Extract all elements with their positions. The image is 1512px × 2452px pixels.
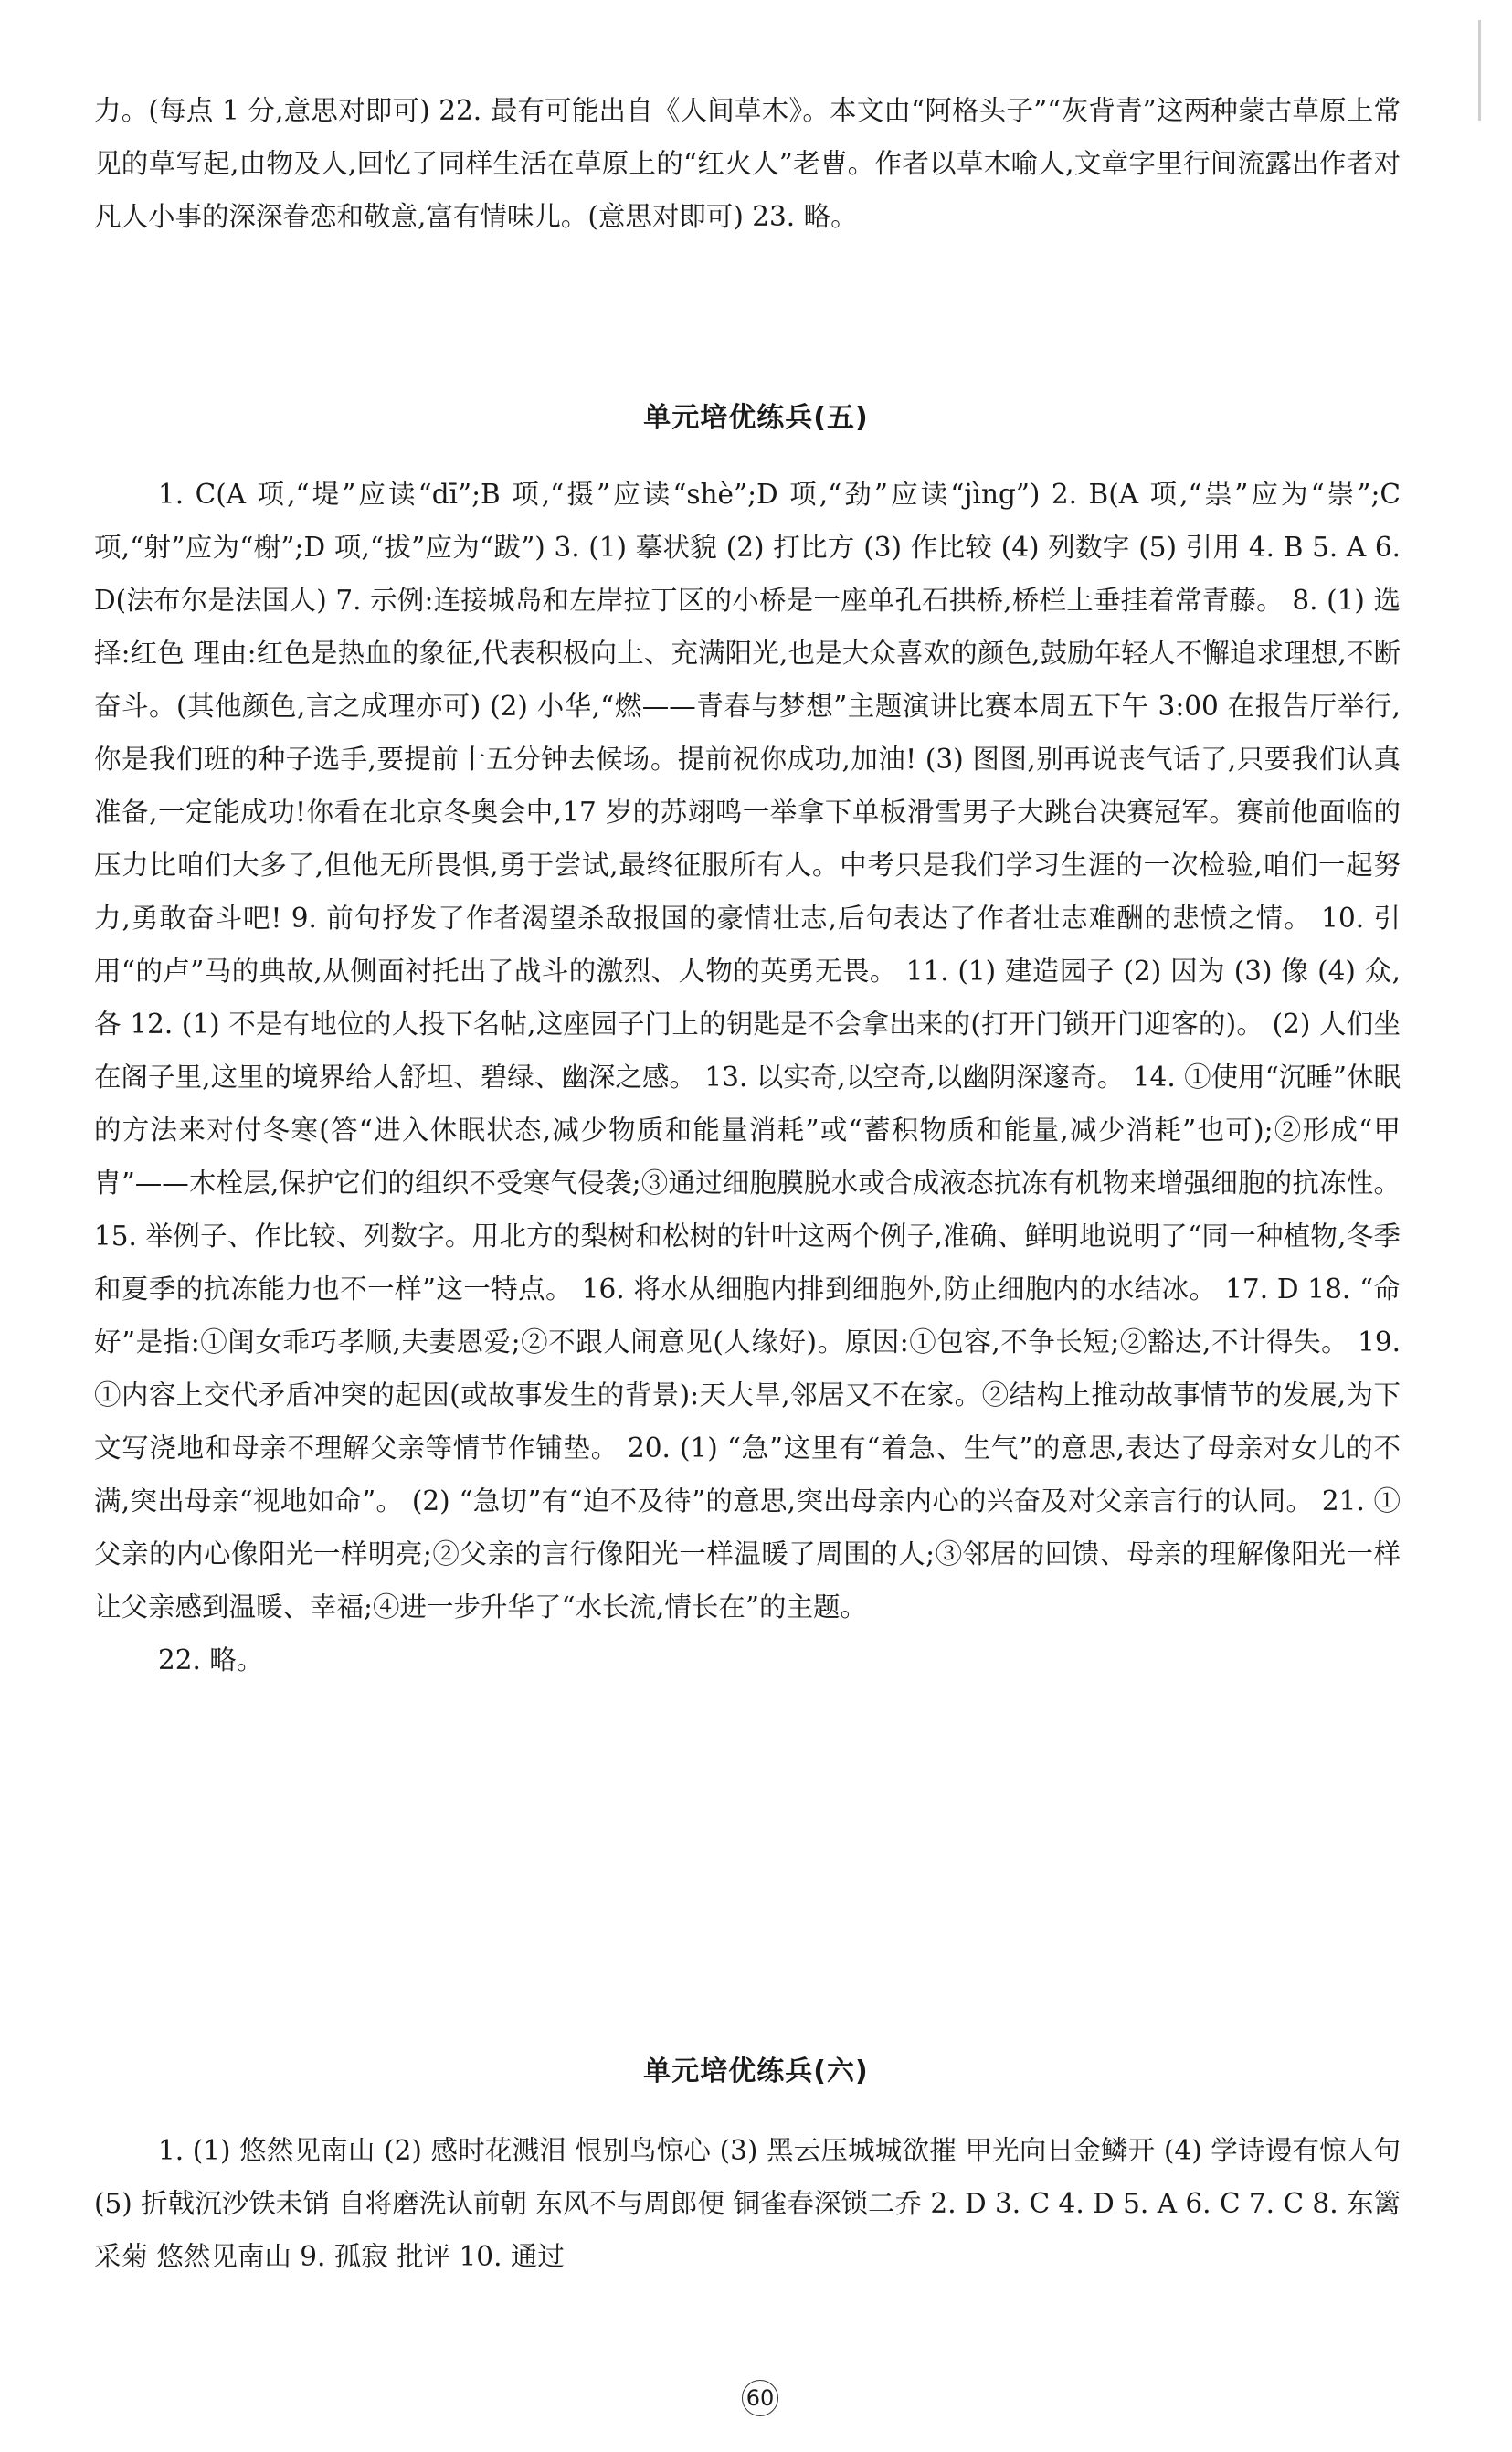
- page-number: 60: [742, 2380, 778, 2416]
- section-title-6: 单元培优练兵(六): [643, 2056, 869, 2087]
- section-title-5: 单元培优练兵(五): [643, 402, 869, 434]
- answers-paragraph: 1. (1) 悠然见南山 (2) 感时花溅泪 恨别鸟惊心 (3) 黑云压城城欲摧 甲光向日金鳞开 (4) 学诗谩有惊人句 (5) 折戟沉沙铁未销 自将磨洗认前朝 东风不与周郎便 铜雀春深锁二乔 2. D 3. C 4. D 5. A 6. C 7. C 8. 东篱采菊 悠然见南山 9. 孤寂 批评 10. 通过: [94, 2135, 1401, 2272]
- section-6-answers: [94, 2124, 1401, 2283]
- section-5-answers: [94, 468, 1401, 1686]
- answers-last-line: 22. 略。: [158, 1644, 264, 1675]
- answers-paragraph: 1. C(A 项,“堤”应读“dī”;B 项,“摄”应读“shè”;D 项,“劲”应读“jìng”) 2. B(A 项,“祟”应为“崇”;C 项,“射”应为“榭”;D 项,“拔”应为“跋”) 3. (1) 摹状貌 (2) 打比方 (3) 作比较 (4) 列数字 (5) 引用 4. B 5. A 6. D(法布尔是法国人) 7. 示例:连接城岛和左岸拉丁区的小桥是一座单孔石拱桥,桥栏上垂挂着常青藤。 8. (1) 选择:红色 理由:红色是热血的象征,代表积极向上、充满阳光,也是大众喜欢的颜色,鼓励年轻人不懈追求理想,不断奋斗。(其他颜色,言之成理亦可) (2) 小华,“燃——青春与梦想”主题演讲比赛本周五下午 3:00 在报告厅举行,你是我们班的种子选手,要提前十五分钟去候场。提前祝你成功,加油! (3) 图图,别再说丧气话了,只要我们认真准备,一定能成功!你看在北京冬奥会中,17 岁的苏翊鸣一举拿下单板滑雪男子大跳台决赛冠军。赛前他面临的压力比咱们大多了,但他无所畏惧,勇于尝试,最终征服所有人。中考只是我们学习生涯的一次检验,咱们一起努力,勇敢奋斗吧! 9. 前句抒发了作者渴望杀敌报国的豪情壮志,后句表达了作者壮志难酬的悲愤之情。 10. 引用“的卢”马的典故,从侧面衬托出了战斗的激烈、人物的英勇无畏。 11. (1) 建造园子 (2) 因为 (3) 像 (4) 众,各 12. (1) 不是有地位的人投下名帖,这座园子门上的钥匙是不会拿出来的(打开门锁开门迎客的)。 (2) 人们坐在阁子里,这里的境界给人舒坦、碧绿、幽深之感。 13. 以实奇,以空奇,以幽阴深邃奇。 14. ①使用“沉睡”休眠的方法来对付冬寒(答“进入休眠状态,减少物质和能量消耗”或“蓄积物质和能量,减少消耗”也可);②形成“甲胄”——木栓层,保护它们的组织不受寒气侵袭;③通过细胞膜脱水或合成液态抗冻有机物来增强细胞的抗冻性。 15. 举例子、作比较、列数字。用北方的梨树和松树的针叶这两个例子,准确、鲜明地说明了“同一种植物,冬季和夏季的抗冻能力也不一样”这一特点。 16. 将水从细胞内排到细胞外,防止细胞内的水结冰。 17. D 18. “命好”是指:①闺女乖巧孝顺,夫妻恩爱;②不跟人闹意见(人缘好)。原因:①包容,不争长短;②豁达,不计得失。 19. ①内容上交代矛盾冲突的起因(或故事发生的背景):天大旱,邻居又不在家。②结构上推动故事情节的发展,为下文写浇地和母亲不理解父亲等情节作铺垫。 20. (1) “急”这里有“着急、生气”的意思,表达了母亲对女儿的不满,突出母亲“视地如命”。 (2) “急切”有“迫不及待”的意思,突出母亲内心的兴奋及对父亲言行的认同。 21. ①父亲的内心像阳光一样明亮;②父亲的言行像阳光一样温暖了周围的人;③邻居的回馈、母亲的理解像阳光一样让父亲感到温暖、幸福;④进一步升华了“水长流,情长在”的主题。: [94, 479, 1401, 1622]
- previous-section-answers: [94, 84, 1401, 243]
- answers-paragraph: 力。(每点 1 分,意思对即可) 22. 最有可能出自《人间草木》。本文由“阿格头子”“灰背青”这两种蒙古草原上常见的草写起,由物及人,回忆了同样生活在草原上的“红火人”老曹。作者以草木喻人,文章字里行间流露出作者对凡人小事的深深眷恋和敬意,富有情味儿。(意思对即可) 23. 略。: [94, 95, 1401, 232]
- page-edge-line: [1478, 20, 1481, 121]
